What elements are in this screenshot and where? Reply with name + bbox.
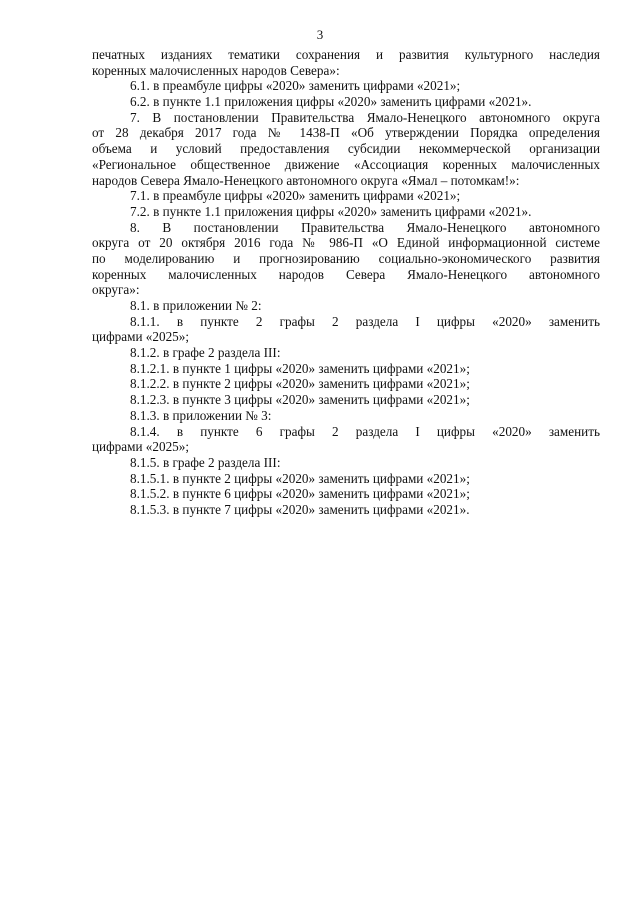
text-line: коренных малочисленных народов Севера Ямало-Ненецкого автономного	[92, 266, 600, 282]
text-line: по моделированию и прогнозированию социально-экономического развития	[92, 250, 600, 266]
text-line: коренных малочисленных народов Севера»:	[92, 62, 340, 78]
text-line: 8.1.5.2. в пункте 6 цифры «2020» заменить цифрами «2021»;	[130, 486, 470, 502]
text-line: объема и условий предоставления субсидии некоммерческой организации	[92, 141, 600, 157]
text-line: 6.2. в пункте 1.1 приложения цифры «2020» заменить цифрами «2021».	[130, 94, 532, 110]
text-line: 7.1. в преамбуле цифры «2020» заменить цифрами «2021»;	[130, 188, 461, 204]
text-line: 8.1.2.1. в пункте 1 цифры «2020» заменить цифрами «2021»;	[130, 360, 470, 376]
text-line: 7.2. в пункте 1.1 приложения цифры «2020» заменить цифрами «2021».	[130, 203, 532, 219]
text-line: 8.1.1. в пункте 2 графы 2 раздела I цифры «2020» заменить	[130, 313, 600, 329]
text-line: цифрами «2025»;	[92, 439, 190, 455]
text-line: цифрами «2025»;	[92, 329, 190, 345]
text-line: 8.1. в приложении № 2:	[130, 298, 262, 313]
document-body	[92, 47, 600, 518]
text-line: округа»:	[92, 282, 140, 298]
text-line: «Региональное общественное движение «Ассоциация коренных малочисленных	[92, 156, 600, 172]
text-line: 8.1.5.1. в пункте 2 цифры «2020» заменить цифрами «2021»;	[130, 470, 470, 486]
text-line: 8.1.4. в пункте 6 графы 2 раздела I цифры «2020» заменить	[130, 423, 600, 439]
text-line: 8.1.3. в приложении № 3:	[130, 407, 272, 423]
text-line: 8.1.2.2. в пункте 2 цифры «2020» заменить цифрами «2021»;	[130, 376, 470, 392]
text-line: 8.1.2.3. в пункте 3 цифры «2020» заменить цифрами «2021»;	[130, 392, 470, 408]
text-line: от 28 декабря 2017 года № 1438-П «Об утверждении Порядка определения	[92, 125, 600, 141]
text-line: печатных изданиях тематики сохранения и развития культурного наследия	[92, 47, 600, 62]
text-line: 8.1.2. в графе 2 раздела III:	[130, 345, 281, 361]
text-line: 7. В постановлении Правительства Ямало-Ненецкого автономного округа	[130, 109, 600, 125]
text-line: 8. В постановлении Правительства Ямало-Ненецкого автономного	[130, 219, 600, 235]
text-line: народов Севера Ямало-Ненецкого автономного округа «Ямал – потомкам!»:	[92, 172, 520, 188]
text-line: 6.1. в преамбуле цифры «2020» заменить цифрами «2021»;	[130, 78, 461, 94]
text-line: 8.1.5. в графе 2 раздела III:	[130, 454, 281, 470]
page-number: 3	[316, 27, 324, 42]
text-line: 8.1.5.3. в пункте 7 цифры «2020» заменить цифрами «2021».	[130, 501, 470, 517]
text-line: округа от 20 октября 2016 года № 986-П «О Единой информационной системе	[92, 235, 600, 251]
